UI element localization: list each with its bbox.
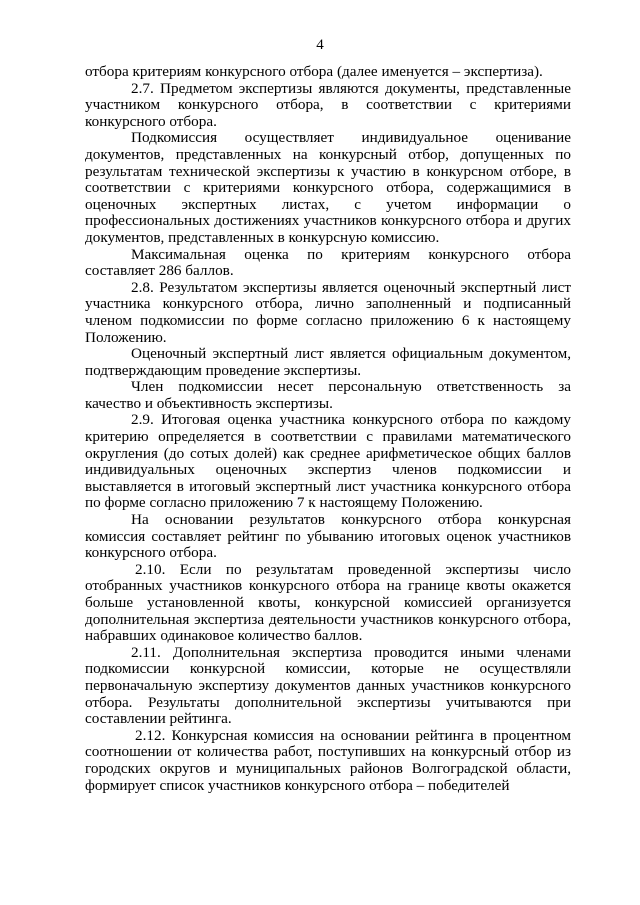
paragraph-max-score: Максимальная оценка по критериям конкурсного отбора составляет 286 баллов. bbox=[85, 245, 571, 280]
paragraph-2-11: 2.11. Дополнительная экспертиза проводится иными членами подкомиссии конкурсной комиссии, которые не осуществляли первоначальную экспертизу документов данных участников конкурсного отбора. Результаты дополнительной экспертизы учитываются при составлении рейтинга. bbox=[85, 643, 571, 728]
page-number: 4 bbox=[316, 37, 324, 53]
paragraph-subcommission-evaluation: Подкомиссия осуществляет индивидуальное оценивание документов, представленных на конкурсный отбор, допущенных по результатам технической экспертизы к участию в конкурсном отборе, в соответствии с критериями конкурсного отбора, содержащимися в оценочных экспертных листах, с учетом информации о профессиональных достижениях участников конкурсного отбора и других документов, представленных в конкурсную комиссию. bbox=[85, 129, 571, 246]
paragraph-evaluation-sheet: Оценочный экспертный лист является официальным документом, подтверждающим проведение экспертизы. bbox=[85, 345, 571, 379]
paragraph-2-7: 2.7. Предметом экспертизы являются документы, представленные участником конкурсного отбора, в соответствии с критериями конкурсного отбора. bbox=[85, 79, 571, 130]
paragraph-rating: На основании результатов конкурсного отбора конкурсная комиссия составляет рейтинг по убыванию итоговых оценок участников конкурсного отбора. bbox=[85, 511, 571, 562]
paragraph-2-9: 2.9. Итоговая оценка участника конкурсного отбора по каждому критерию определяется в соответствии с правилами математического округления (до сотых долей) как среднее арифметическое общих баллов индивидуальных оценочных экспертиз членов подкомиссии и выставляется в итоговый экспертный лист участника конкурсного отбора по форме согласно приложению 7 к настоящему Положению. bbox=[85, 411, 571, 512]
paragraph-2-12: 2.12. Конкурсная комиссия на основании рейтинга в процентном соотношении от количества работ, поступивших на конкурсный отбор из городских округов и муниципальных районов Волгоградской области, формирует список участников конкурсного отбора – победителей bbox=[85, 726, 571, 794]
document-body bbox=[85, 64, 571, 794]
paragraph-continuation: отбора критериям конкурсного отбора (далее именуется – экспертиза). bbox=[85, 63, 543, 80]
paragraph-member-responsibility: Член подкомиссии несет персональную ответственность за качество и объективность экспертизы. bbox=[85, 378, 571, 412]
paragraph-2-10: 2.10. Если по результатам проведенной экспертизы число отобранных участников конкурсного отбора на границе квоты окажется больше установленной квоты, конкурсной комиссией организуется дополнительная экспертиза деятельности участников конкурсного отбора, набравших одинаковое количество баллов. bbox=[85, 560, 571, 645]
paragraph-2-8: 2.8. Результатом экспертизы является оценочный экспертный лист участника конкурсного отбора, лично заполненный и подписанный членом подкомиссии по форме согласно приложению 6 к настоящему Положению. bbox=[85, 278, 571, 346]
